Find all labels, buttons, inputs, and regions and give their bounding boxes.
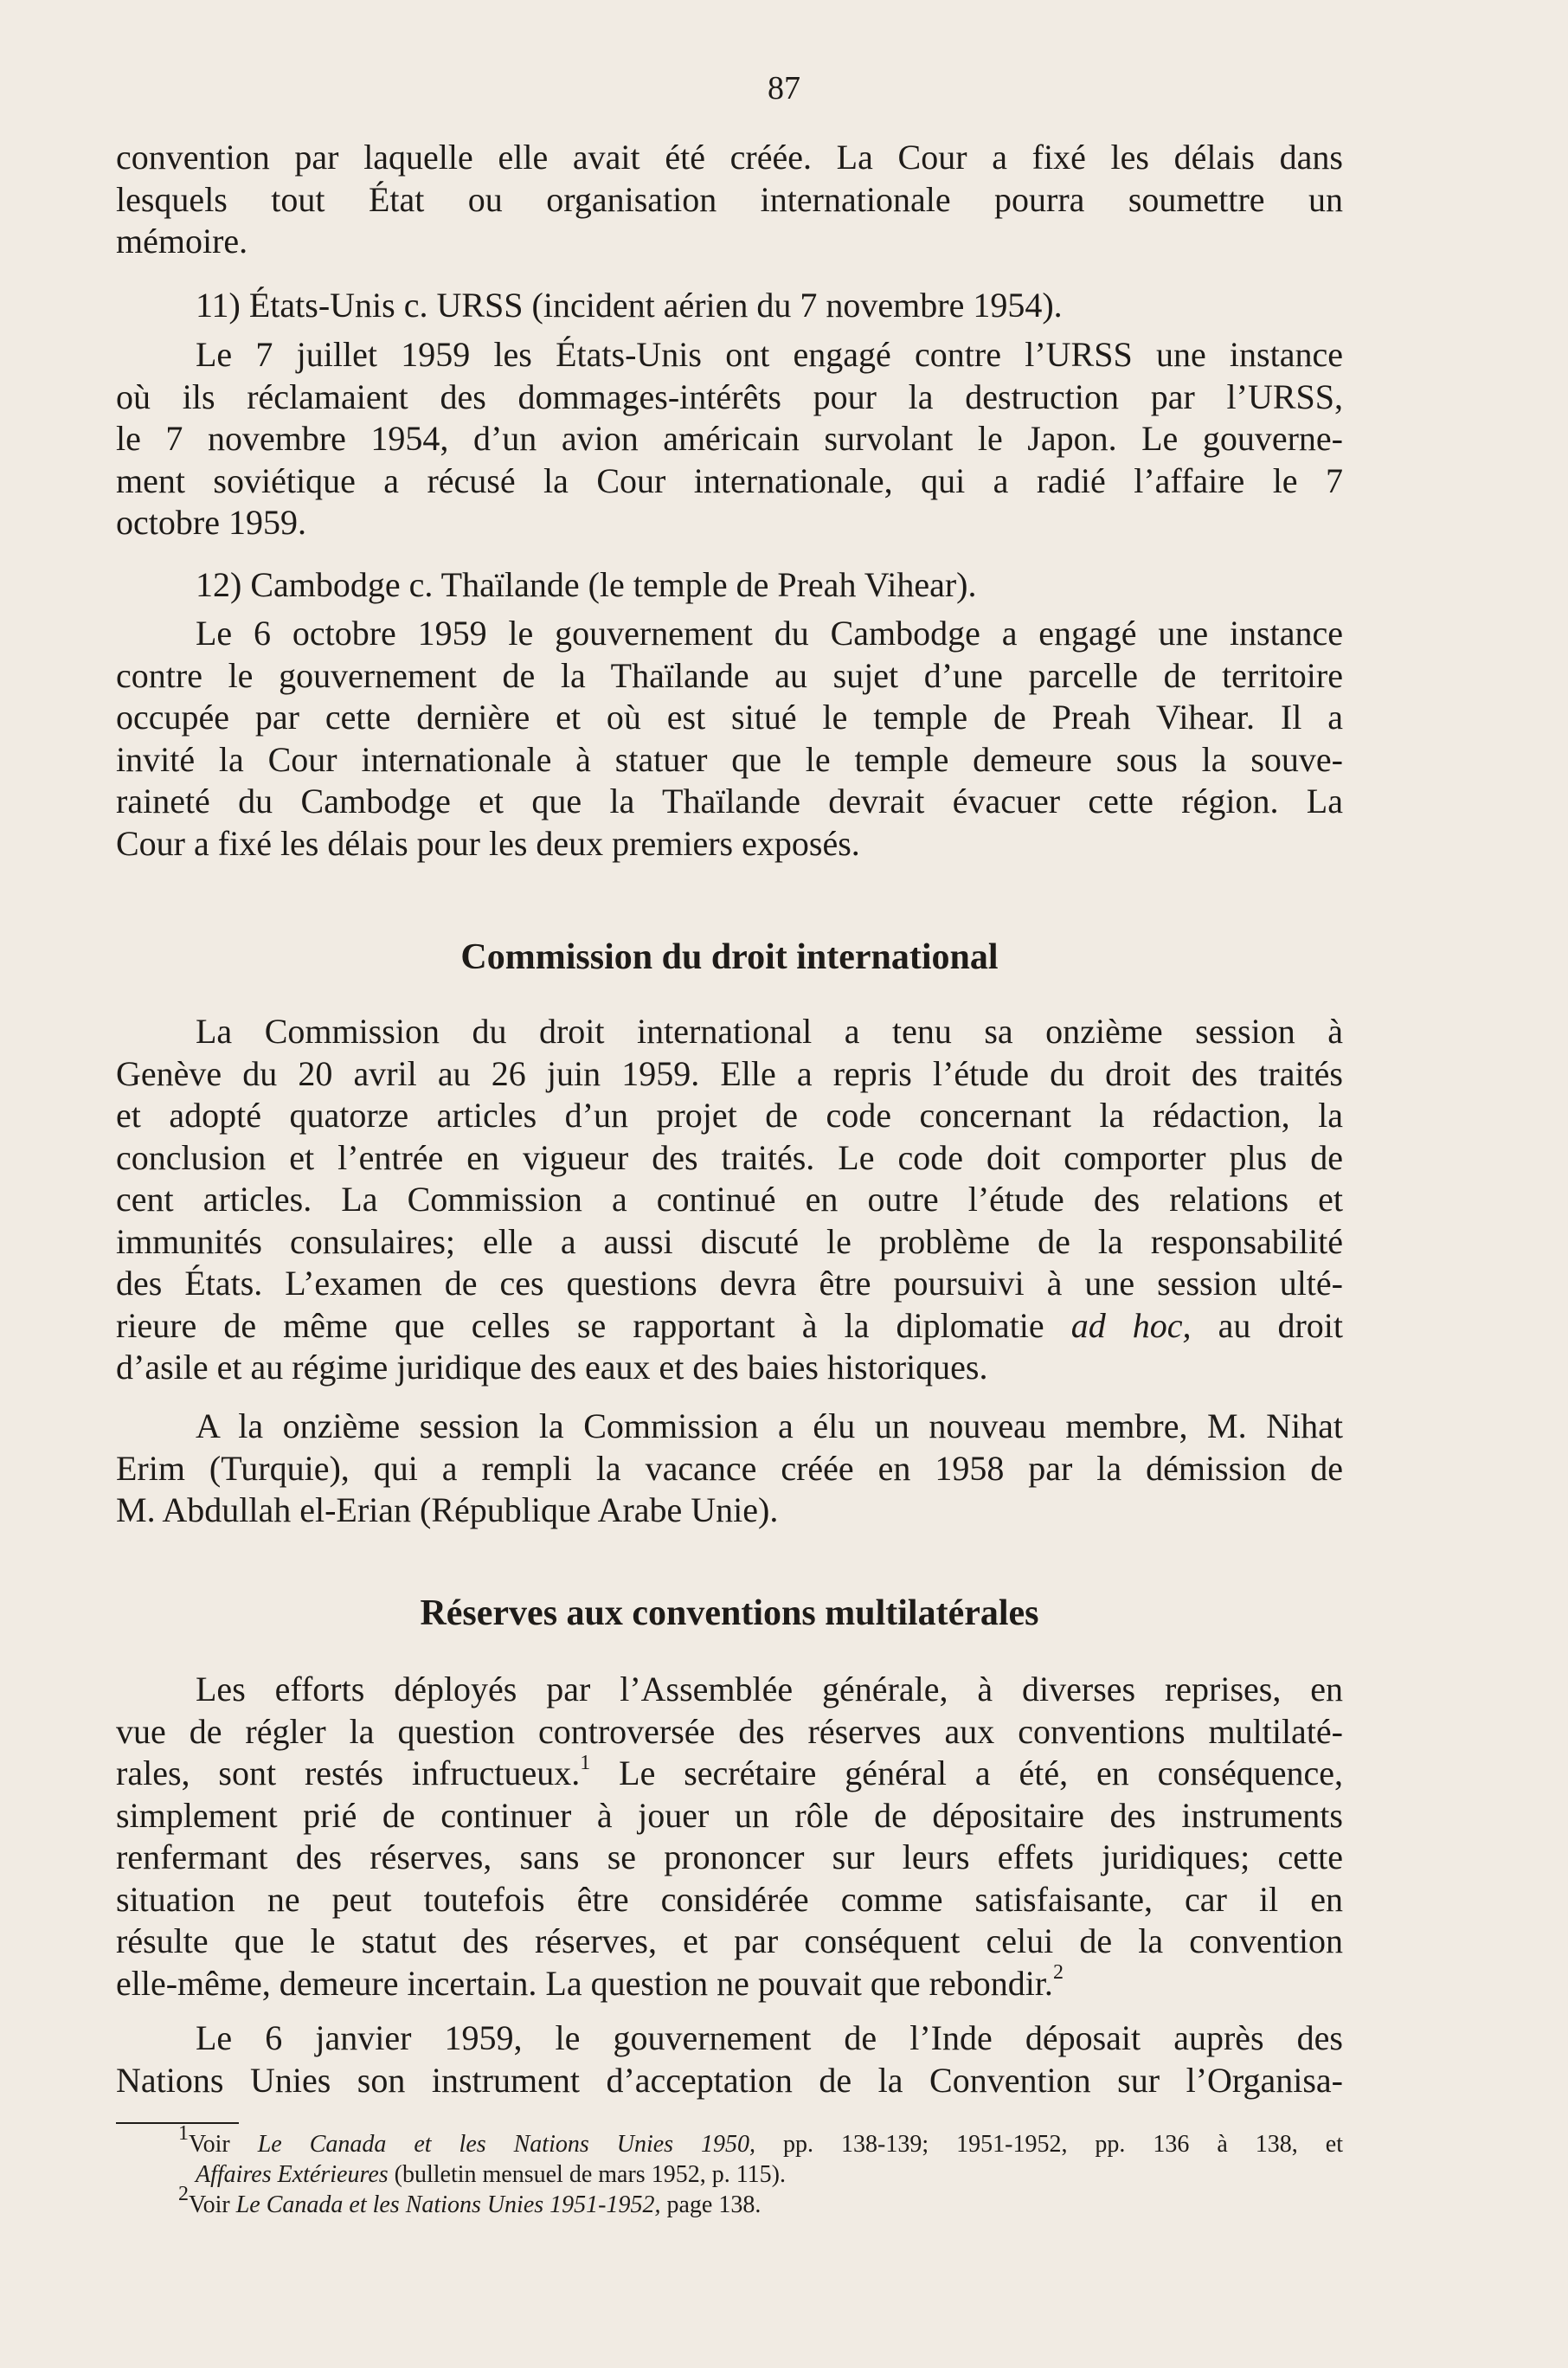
text-line: octobre 1959. xyxy=(116,503,306,542)
text-line: et adopté quatorze articles d’un projet de code concernant la rédaction, la xyxy=(116,1096,1343,1135)
paragraph-reserves-1 xyxy=(116,1669,1343,2004)
case-item-12-body xyxy=(116,613,1343,865)
text-line: résulte que le statut des réserves, et par conséquent celui de la convention xyxy=(116,1921,1343,1960)
text-line: Le 7 juillet 1959 les États-Unis ont engagé contre l’URSS une instance xyxy=(196,335,1343,374)
case-item-11-body xyxy=(116,334,1343,544)
text-line: contre le gouvernement de la Thaïlande au sujet d’une parcelle de territoire xyxy=(116,655,1343,695)
page-number: 87 xyxy=(768,70,800,106)
footnote-2 xyxy=(116,2182,1343,2220)
footnotes xyxy=(116,2121,1343,2220)
footnote-marker: 1 xyxy=(178,2121,189,2145)
text-line: Cour a fixé les délais pour les deux premiers exposés. xyxy=(116,823,860,863)
text-segment: pp. 138-139; 1951-1952, pp. 136 à 138, et xyxy=(755,2131,1343,2158)
paragraph-continuation xyxy=(116,137,1343,263)
text-segment: au droit xyxy=(1191,1305,1343,1345)
text-line: où ils réclamaient des dommages-intérêts pour la destruction par l’URSS, xyxy=(116,376,1343,416)
text-line: simplement prié de continuer à jouer un rôle de dépositaire des instruments xyxy=(116,1795,1343,1835)
text-line: vue de régler la question controversée des réserves aux conventions multilaté- xyxy=(116,1711,1343,1751)
italic-text: ad hoc, xyxy=(1070,1305,1192,1345)
text-line: situation ne peut toutefois être considérée comme satisfaisante, car il en xyxy=(116,1879,1343,1919)
text-line: Les efforts déployés par l’Assemblée générale, à diverses reprises, en xyxy=(196,1670,1343,1708)
paragraph-ilc-2 xyxy=(116,1406,1343,1532)
text-segment: page 138. xyxy=(660,2191,762,2218)
section-heading: Commission du droit international xyxy=(460,937,999,977)
text-line xyxy=(116,1963,1343,2005)
footnote-marker: 2 xyxy=(178,2182,189,2205)
text-segment: Voir xyxy=(189,2191,236,2218)
text-line: M. Abdullah el-Erian (République Arabe Unie). xyxy=(116,1490,779,1529)
text-segment: rales, sont restés infructueux. xyxy=(116,1753,581,1792)
text-line: conclusion et l’entrée en vigueur des traités. Le code doit comporter plus de xyxy=(116,1137,1343,1177)
case-title: 12) Cambodge c. Thaïlande (le temple de Preah Vihear). xyxy=(196,565,977,604)
footnote-1-cont xyxy=(116,2159,1343,2190)
footnote-1 xyxy=(116,2121,1343,2159)
text-line: A la onzième session la Commission a élu un nouveau membre, M. Nihat xyxy=(196,1406,1343,1445)
case-item-11 xyxy=(116,285,1343,327)
text-line: invité la Cour internationale à statuer que le temple demeure sous la souve- xyxy=(116,739,1343,779)
text-line: mémoire. xyxy=(116,222,248,261)
paragraph-ilc-1 xyxy=(116,1011,1343,1389)
italic-text: Affaires Extérieures xyxy=(196,2161,389,2188)
text-line: cent articles. La Commission a continué en outre l’étude des relations et xyxy=(116,1180,1343,1219)
text-line: ment soviétique a récusé la Cour internationale, qui a radié l’affaire le 7 xyxy=(116,460,1343,500)
footnote-ref: 2 xyxy=(1052,1961,1064,1985)
text-line: La Commission du droit international a tenu sa onzième session à xyxy=(196,1012,1343,1051)
case-item-12 xyxy=(116,564,1343,607)
italic-text: Le Canada et les Nations Unies 1951-1952, xyxy=(235,2191,661,2218)
text-line: d’asile et au régime juridique des eaux et des baies historiques. xyxy=(116,1348,988,1387)
text-line: occupée par cette dernière et où est situé le temple de Preah Vihear. Il a xyxy=(116,698,1343,737)
text-line: Le 6 janvier 1959, le gouvernement de l’Inde déposait auprès des xyxy=(196,2018,1343,2057)
text-line xyxy=(116,1753,1343,1795)
section-heading: Réserves aux conventions multilatérales xyxy=(420,1593,1039,1633)
text-segment: Voir xyxy=(189,2131,258,2158)
text-line: lesquels tout État ou organisation internationale pourra soumettre un xyxy=(116,179,1343,219)
text-segment: (bulletin mensuel de mars 1952, p. 115). xyxy=(388,2161,786,2188)
text-line: convention par laquelle elle avait été créée. La Cour a fixé les délais dans xyxy=(116,138,1343,177)
text-line: Le 6 octobre 1959 le gouvernement du Cambodge a engagé une instance xyxy=(196,614,1343,653)
footnote-rule xyxy=(116,2122,239,2124)
text-line: des États. L’examen de ces questions devra être poursuivi à une session ulté- xyxy=(116,1264,1343,1303)
text-line: immunités consulaires; elle a aussi discuté le problème de la responsabilité xyxy=(116,1221,1343,1261)
text-line: le 7 novembre 1954, d’un avion américain survolant le Japon. Le gouverne- xyxy=(116,419,1343,458)
text-line: renfermant des réserves, sans se prononcer sur leurs effets juridiques; cette xyxy=(116,1837,1343,1876)
text-line: raineté du Cambodge et que la Thaïlande devrait évacuer cette région. La xyxy=(116,782,1343,820)
paragraph-reserves-2 xyxy=(116,2017,1343,2101)
text-line xyxy=(116,1305,1343,1348)
footnote-ref: 1 xyxy=(580,1751,591,1774)
text-segment: elle-même, demeure incertain. La question ne pouvait que rebondir. xyxy=(116,1963,1053,2003)
text-segment: rieure de même que celles se rapportant à la diplomatie xyxy=(116,1305,1071,1345)
case-title: 11) États-Unis c. URSS (incident aérien du 7 novembre 1954). xyxy=(196,286,1063,325)
text-line: Nations Unies son instrument d’acceptation de la Convention sur l’Organisa- xyxy=(116,2060,1343,2100)
italic-text: Le Canada et les Nations Unies 1950, xyxy=(257,2131,756,2158)
text-line: Erim (Turquie), qui a rempli la vacance créée en 1958 par la démission de xyxy=(116,1448,1343,1488)
text-line: Genève du 20 avril au 26 juin 1959. Elle a repris l’étude du droit des traités xyxy=(116,1053,1343,1093)
text-segment: Le secrétaire général a été, en conséquence, xyxy=(590,1753,1343,1792)
